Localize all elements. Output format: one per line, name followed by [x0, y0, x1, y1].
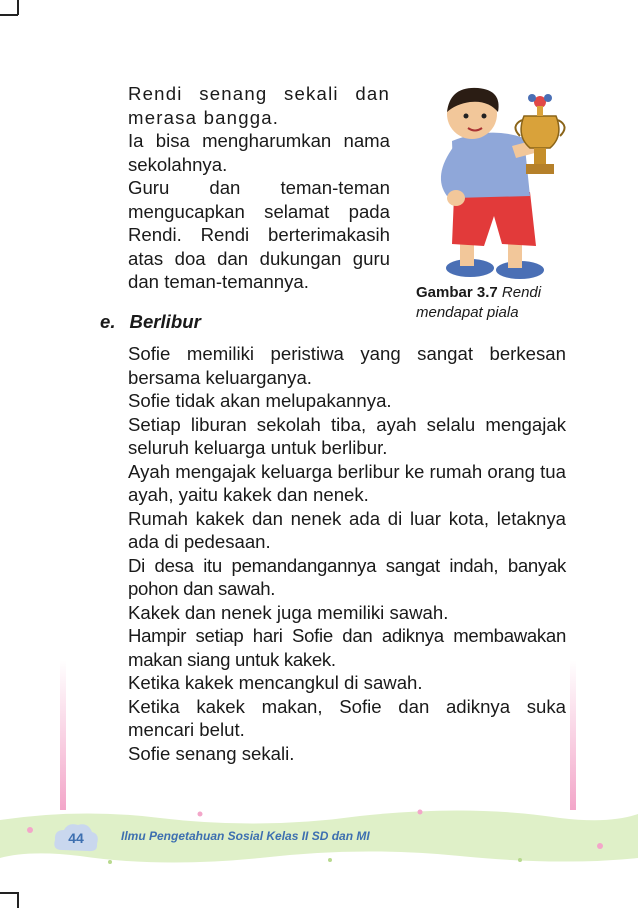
section-heading	[100, 311, 201, 333]
top-paragraph	[128, 82, 390, 294]
body-line: Kakek dan nenek juga memiliki sawah.	[128, 601, 449, 623]
figure-caption-text: Rendi mendapat piala	[416, 284, 542, 321]
crop-mark-top-left	[0, 14, 18, 16]
decorative-pink-line-right	[570, 660, 576, 810]
section-title: Berlibur	[129, 311, 201, 332]
body-line: Ketika kakek mencangkul di sawah.	[128, 672, 423, 693]
decorative-pink-line-left	[60, 660, 66, 810]
section-letter: e.	[100, 311, 116, 332]
body-line: Sofie tidak akan melupakannya.	[128, 390, 392, 411]
figure-label: Gambar 3.7	[416, 284, 498, 301]
page-number: 44	[68, 830, 84, 846]
body-line: Sofie memiliki peristiwa yang sangat berkesan bersama keluarganya.	[128, 343, 566, 388]
crop-mark-bottom-left-vertical	[17, 892, 19, 908]
body-line: Ketika kakek makan, Sofie dan adiknya suka mencari belut.	[128, 695, 566, 740]
body-line: Setiap liburan sekolah tiba, ayah selalu mengajak seluruh keluarga untuk berlibur.	[128, 413, 566, 458]
body-paragraph	[128, 342, 566, 765]
body-line: Hampir setiap hari Sofie dan adiknya membawakan makan siang untuk kakek.	[128, 625, 566, 670]
paragraph-line: Ia bisa mengharumkan nama sekolahnya.	[128, 130, 390, 175]
paragraph-line: Rendi senang sekali dan merasa bangga.	[128, 83, 390, 128]
boy-with-trophy-illustration	[412, 86, 582, 281]
body-line: Rumah kakek dan nenek ada di luar kota, letaknya ada di pedesaan.	[128, 507, 566, 552]
body-line: Di desa itu pemandangannya sangat indah, banyak pohon dan sawah.	[128, 554, 566, 599]
paragraph-line: Guru dan teman-teman mengucapkan selamat pada Rendi. Rendi berterimakasih atas doa dan dukungan guru dan teman-temannya.	[128, 177, 390, 292]
figure-caption	[416, 283, 591, 323]
body-line: Ayah mengajak keluarga berlibur ke rumah orang tua ayah, yaitu kakek dan nenek.	[128, 460, 566, 505]
body-line: Sofie senang sekali.	[128, 742, 295, 764]
crop-mark-bottom-left	[0, 892, 18, 894]
crop-mark-top-left-vertical	[17, 0, 19, 15]
book-title: Ilmu Pengetahuan Sosial Kelas II SD dan MI	[121, 829, 370, 843]
